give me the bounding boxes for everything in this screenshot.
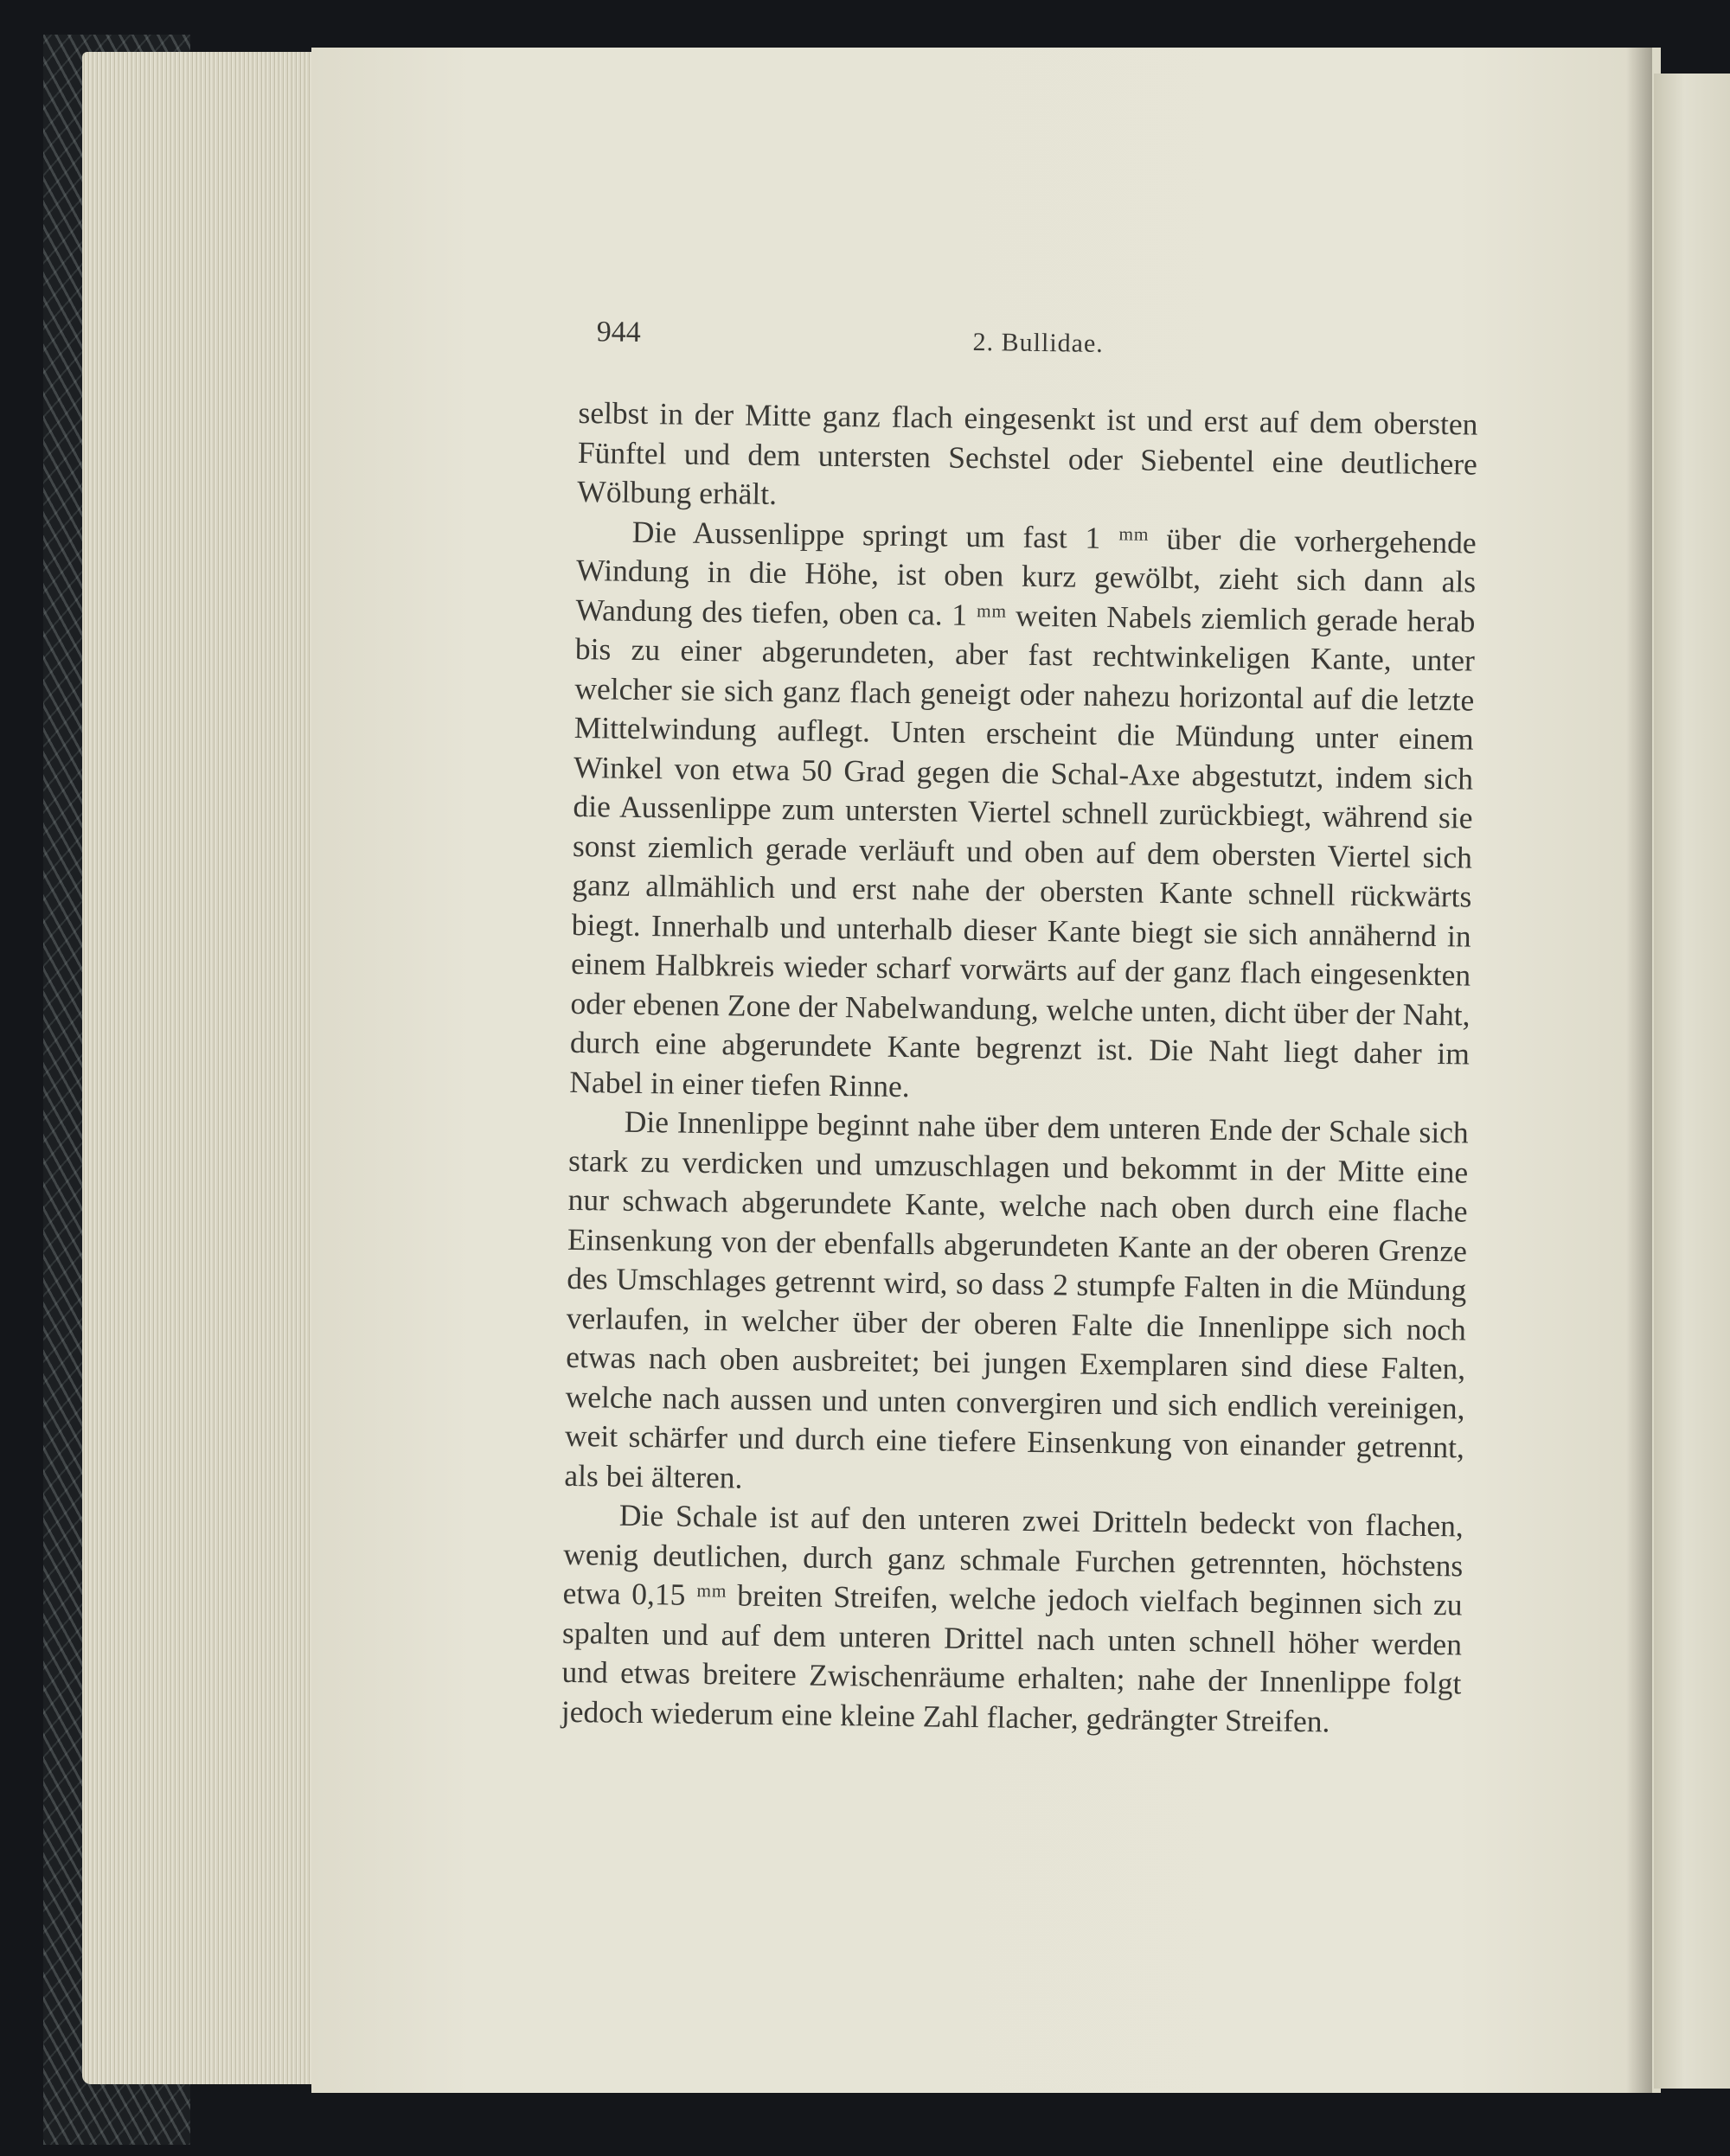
- paragraph-3: Die Innenlippe beginnt nahe über dem unteren Ende der Schale sich stark zu verdicken und umzuschlagen und bekommt in der Mitte eine nur schwach abgerundete Kante, welche nach oben durch eine flache Einsenkung von der ebenfalls abgerundeten Kante an der oberen Grenze des Umschlages getrennt wird, so dass 2 stumpfe Falten in die Mündung verlaufen, in welcher über der oberen Falte die Innenlippe sich noch etwas nach oben ausbreitet; bei jungen Exemplaren sind diese Falten, welche nach aussen und unten convergiren und sich endlich vereinigen, weit schärfer und durch eine tiefere Einsenkung von einander getrennt, als bei älteren.: [564, 1104, 1469, 1495]
- paragraph-4: Die Schale ist auf den unteren zwei Dritteln bedeckt von flachen, wenig deutlichen, durch ganz schmale Furchen getrennten, höchstens etwa 0,15 ᵐᵐ breiten Streifen, welche jedoch vielfach beginnen sich zu spalten und auf dem unteren Drittel nach unten schnell höher werden und etwas breitere Zwischenräume erhalten; nahe der Innenlippe folgt jedoch wiederum eine kleine Zahl flacher, gedrängter Streifen.: [561, 1497, 1464, 1738]
- page-number: 944: [596, 316, 641, 349]
- page-text-block: [561, 316, 1479, 1743]
- page-header: [579, 316, 1479, 406]
- running-head: 2. Bullidae.: [972, 327, 1104, 358]
- page-gutter-shadow: [1626, 48, 1652, 2093]
- paragraph-1: selbst in der Mitte ganz flach eingesenkt ist und erst auf dem obersten Fünftel und dem untersten Sechstel oder Siebentel eine deutlichere Wölbung erhält.: [577, 394, 1478, 512]
- body-text: [561, 393, 1478, 1743]
- facing-page-edge: [1654, 74, 1730, 2089]
- page-edges: [82, 52, 320, 2084]
- paragraph-2: Die Aussenlippe springt um fast 1 ᵐᵐ über die vorhergehende Windung in die Höhe, ist oben kurz gewölbt, zieht sich dann als Wandung des tiefen, oben ca. 1 ᵐᵐ weiten Nabels ziemlich gerade herab bis zu einer abgerundeten, aber fast rechtwinkeligen Kante, unter welcher sie sich ganz flach geneigt oder nahezu horizontal auf die letzte Mittelwindung auflegt. Unten erscheint die Mündung unter einem Winkel von etwa 50 Grad gegen die Schal-Axe abgestutzt, indem sich die Aussenlippe zum untersten Viertel schnell zurückbiegt, während sie sonst ziemlich gerade verläuft und oben auf dem obersten Viertel sich ganz allmählich und erst nahe der obersten Kante schnell rückwärts biegt. Innerhalb und unterhalb dieser Kante biegt sie sich annähernd in einem Halbkreis wieder scharf vorwärts auf der ganz flach eingesenkten oder ebenen Zone der Nabelwandung, welche unten, dicht über der Naht, durch eine abgerundete Kante begrenzt ist. Die Naht liegt daher im Nabel in einer tiefen Rinne.: [569, 514, 1477, 1104]
